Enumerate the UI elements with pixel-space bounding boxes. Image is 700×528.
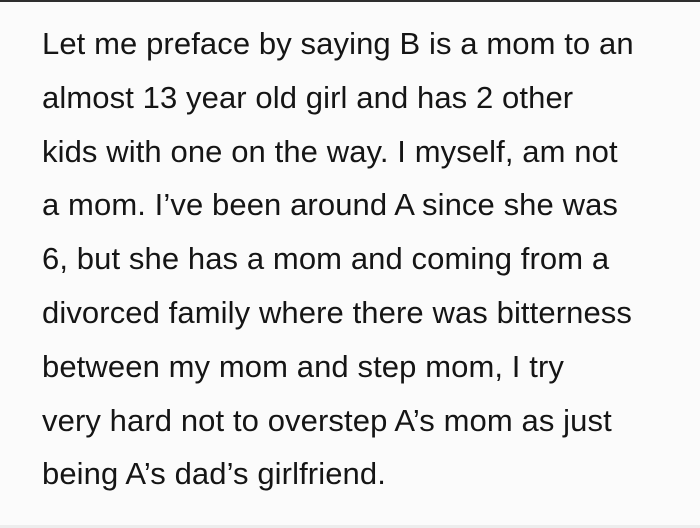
story-paragraph bbox=[42, 17, 674, 501]
paragraph-line: being A’s dad’s girlfriend. bbox=[42, 456, 386, 492]
paragraph-line: kids with one on the way. I myself, am not bbox=[42, 133, 618, 169]
paragraph-line: almost 13 year old girl and has 2 other bbox=[42, 79, 574, 115]
top-edge-divider bbox=[0, 0, 700, 2]
paragraph-line: 6, but she has a mom and coming from a bbox=[42, 241, 610, 277]
paragraph-line: very hard not to overstep A’s mom as just bbox=[42, 402, 612, 438]
paragraph-line: Let me preface by saying B is a mom to an bbox=[42, 26, 634, 61]
paragraph-line: a mom. I’ve been around A since she was bbox=[42, 187, 619, 223]
paragraph-line: divorced family where there was bitterness bbox=[42, 294, 633, 330]
paragraph-line: between my mom and step mom, I try bbox=[42, 348, 564, 384]
